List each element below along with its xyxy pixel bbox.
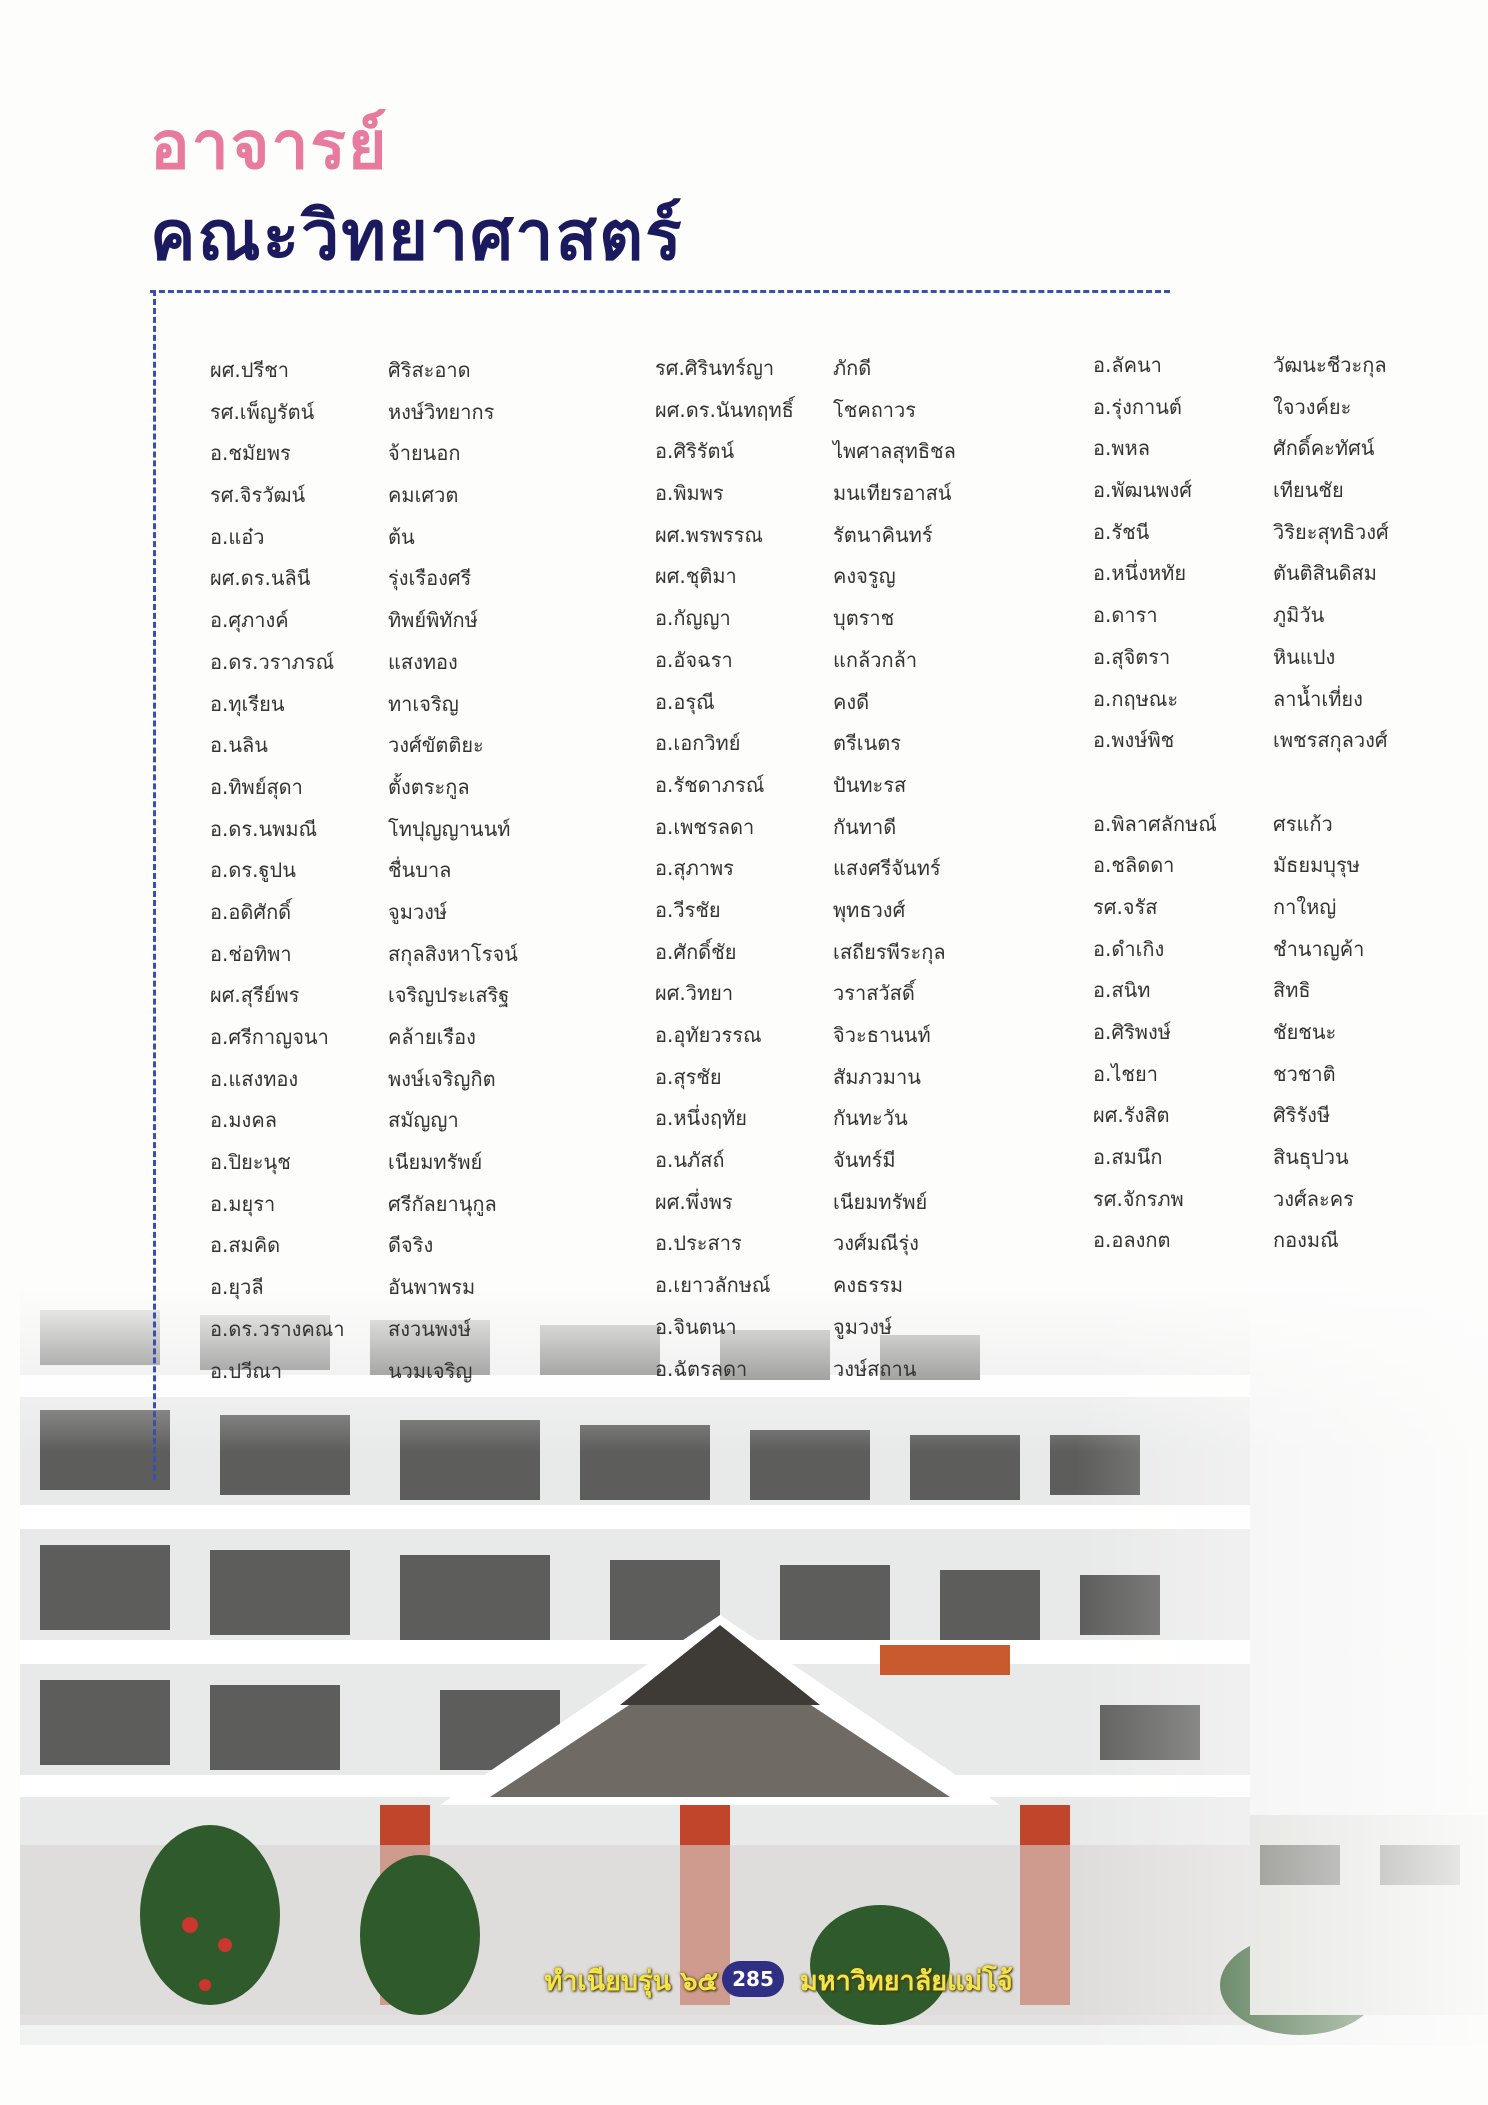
staff-row [210,1059,630,1101]
staff-surname: จิวะธานนท์ [833,1023,931,1047]
staff-surname: สกุลสิงหาโรจน์ [388,941,518,966]
staff-surname: นวมเจริญ [388,1358,473,1383]
staff-title-and-name: ผศ.ปรีชา [210,358,290,382]
staff-surname: วงศ์ขัตติยะ [388,733,484,758]
staff-surname: ภักดี [833,356,872,380]
staff-surname: ศรีกัลยานุกูล [388,1191,497,1216]
staff-title-and-name: อ.ศรีกาญจนา [210,1025,329,1049]
staff-title-and-name: รศ.ศิรินทร์ญา [655,356,775,380]
staff-row [1093,970,1473,1012]
page-footer [0,1955,1488,2011]
staff-row [655,348,1075,390]
staff-title-and-name: อ.หนึ่งฤทัย [655,1106,748,1131]
staff-row [1093,1179,1473,1221]
staff-surname: พุทธวงศ์ [833,897,906,922]
staff-title-and-name: อ.พหล [1093,436,1150,461]
staff-row [655,807,1075,849]
staff-surname: คงจรูญ [833,564,896,589]
staff-row [655,1140,1075,1182]
staff-surname: สินธุปวน [1273,1145,1349,1170]
staff-title-and-name: อ.จินตนา [655,1314,737,1339]
staff-title-and-name: อ.ประสาร [655,1231,742,1256]
staff-surname: คงดี [833,689,870,714]
staff-title-and-name: ผศ.ดร.นันทฤทธิ์ [655,397,794,422]
staff-title-and-name: อ.ฉัตรลดา [655,1356,748,1381]
staff-row [1093,1054,1473,1096]
staff-surname: โชคถาวร [833,397,917,422]
staff-row [655,556,1075,598]
staff-title-and-name: อ.มยุรา [210,1191,276,1216]
staff-row [655,973,1075,1015]
staff-title-and-name: อ.ชลิดดา [1093,853,1175,878]
staff-title-and-name: อ.อรุณี [655,689,715,714]
staff-surname: ภูมิวัน [1273,603,1325,628]
staff-title-and-name: ผศ.พึ่งพร [655,1189,733,1214]
staff-title-and-name: ผศ.รังสิต [1093,1103,1170,1128]
staff-surname: ชวชาติ [1273,1061,1336,1086]
staff-title-and-name: อ.ช่อทิพา [210,941,292,966]
staff-surname: วงษ์สถาน [833,1356,917,1381]
staff-title-and-name: อ.กัญญา [655,606,731,631]
staff-title-and-name: อ.นภัสถ์ [655,1148,725,1173]
staff-title-and-name: อ.พงษ์พิช [1093,728,1175,753]
staff-row [655,682,1075,724]
staff-surname: เทียนชัย [1273,478,1344,503]
staff-title-and-name: อ.ดร.วรางคณา [210,1316,345,1341]
staff-surname: วัฒนะชีวะกุล [1273,353,1387,377]
staff-row [1093,1095,1473,1137]
staff-surname: ตันติสินดิสม [1273,561,1377,586]
staff-surname: มัธยมบุรุษ [1273,853,1360,878]
staff-title-and-name: อ.ดร.วราภรณ์ [210,649,335,674]
staff-surname: ปันทะรส [833,772,907,797]
staff-row [655,890,1075,932]
staff-surname: คงธรรม [833,1273,904,1298]
staff-surname: คมเศวต [388,483,459,508]
staff-row [210,684,630,726]
staff-title-and-name: อ.ทิพย์สุดา [210,774,303,799]
staff-title-and-name: อ.ไชยา [1093,1061,1158,1086]
staff-title-and-name: อ.เพชรลดา [655,814,755,839]
staff-surname: เพชรสกุลวงศ์ [1273,728,1388,753]
staff-surname: หินแปง [1273,644,1336,669]
staff-surname: วงศ์ละคร [1273,1186,1354,1211]
staff-row [210,600,630,642]
staff-list-column-1 [210,350,630,1392]
staff-title-and-name: อ.เอกวิทย์ [655,731,741,756]
staff-row [210,725,630,767]
staff-row [655,765,1075,807]
staff-surname: เจริญประเสริฐ [388,983,510,1008]
staff-title-and-name: อ.ชมัยพร [210,441,291,466]
staff-title-and-name: อ.ดารา [1093,603,1158,628]
staff-row [210,517,630,559]
staff-surname: ศิริรังษี [1273,1103,1331,1128]
staff-surname: ชำนาญค้า [1273,936,1365,961]
staff-surname: กันทาดี [833,814,897,839]
footer-university-name: มหาวิทยาลัยแม่โจ้ [800,1966,1013,1997]
staff-surname: วิริยะสุทธิวงศ์ [1273,519,1389,544]
staff-title-and-name: อ.อลงกต [1093,1228,1171,1253]
staff-row [655,640,1075,682]
staff-surname: วงศ์มณีรุ่ง [833,1231,919,1256]
staff-surname: รัตนาคินทร์ [833,522,933,547]
staff-title-and-name: อ.ศิริรัตน์ [655,439,735,464]
staff-row [1093,762,1473,804]
staff-row [210,1100,630,1142]
staff-row [655,723,1075,765]
staff-row [655,390,1075,432]
staff-row [210,1225,630,1267]
staff-title-and-name: อ.สุจิตรา [1093,644,1171,669]
staff-title-and-name: อ.เยาวลักษณ์ [655,1273,771,1298]
staff-row [210,558,630,600]
staff-surname: ทาเจริญ [388,691,459,716]
staff-title-and-name: อ.ดร.ฐูปน [210,858,296,883]
staff-title-and-name: อ.แสงทอง [210,1066,299,1091]
title-faculty-of-science: คณะวิทยาศาสตร์ [150,197,684,276]
staff-row [1093,345,1473,387]
building-photo [20,1285,1488,2045]
staff-title-and-name: อ.ยุวลี [210,1275,264,1300]
staff-row [210,1351,630,1393]
staff-surname: ศักดิ์คะทัศน์ [1273,436,1375,461]
staff-row [210,892,630,934]
staff-row [210,475,630,517]
staff-row [210,809,630,851]
staff-row [210,1267,630,1309]
staff-row [210,975,630,1017]
staff-title-and-name: รศ.จักรภพ [1093,1186,1184,1211]
staff-title-and-name: อ.สมนึก [1093,1145,1163,1170]
staff-row [1093,887,1473,929]
staff-row [655,1223,1075,1265]
staff-row [655,473,1075,515]
staff-surname: แสงศรีจันทร์ [833,856,941,881]
staff-row [655,932,1075,974]
staff-row [1093,1012,1473,1054]
page-number-badge: 285 [722,1961,784,1997]
staff-surname: สมัญญา [388,1108,459,1133]
staff-title-and-name: อ.ศักดิ์ชัย [655,939,737,964]
staff-row [1093,929,1473,971]
staff-title-and-name: รศ.จิรวัฒน์ [210,483,306,508]
staff-surname: สิทธิ [1273,978,1311,1003]
staff-row [1093,804,1473,846]
staff-title-and-name: ผศ.ดร.นลินี [210,566,311,591]
staff-title-and-name: อ.พัฒนพงศ์ [1093,478,1192,503]
staff-surname: อันพาพรม [388,1275,476,1300]
dashed-border-left [153,290,156,1480]
staff-surname: ต้น [388,524,415,549]
staff-surname: ทิพย์พิทักษ์ [388,608,478,633]
staff-row [210,1142,630,1184]
staff-title-and-name: อ.นลิน [210,733,268,758]
staff-title-and-name: อ.มงคล [210,1108,277,1133]
staff-row [1093,470,1473,512]
staff-surname: พงษ์เจริญกิต [388,1066,496,1091]
staff-row [210,767,630,809]
staff-surname: จูมวงษ์ [833,1314,893,1339]
staff-surname: จูมวงษ์ [388,899,448,924]
staff-surname: ศรแก้ว [1273,811,1333,836]
staff-row [655,1349,1075,1391]
staff-surname: กันทะวัน [833,1106,908,1131]
staff-row [210,850,630,892]
staff-surname: ชื่นบาล [388,858,452,883]
staff-title-and-name: อ.พิมพร [655,481,724,506]
staff-title-and-name: อ.อุทัยวรรณ [655,1023,762,1047]
staff-row [655,1057,1075,1099]
staff-surname: มนเทียรอาสน์ [833,481,952,506]
staff-surname: สัมภวมาน [833,1064,921,1089]
staff-row [1093,637,1473,679]
staff-surname: ใจวงค์ยะ [1273,394,1352,419]
staff-row [210,350,630,392]
staff-surname: เสถียรพีระกุล [833,939,946,964]
staff-title-and-name: ผศ.วิทยา [655,981,734,1006]
staff-surname: ศิริสะอาด [388,358,471,382]
staff-row [1093,720,1473,762]
staff-surname: แสงทอง [388,649,458,674]
staff-title-and-name: อ.สนิท [1093,978,1151,1003]
staff-surname: บุตราช [833,606,895,631]
staff-row [655,431,1075,473]
dashed-border-top [150,290,1170,293]
staff-title-and-name: อ.ลัคนา [1093,353,1162,377]
staff-row [1093,512,1473,554]
staff-surname: โทปุญญานนท์ [388,816,511,841]
staff-title-and-name: ผศ.พรพรรณ [655,522,763,547]
staff-row [655,1182,1075,1224]
staff-title-and-name: อ.รัชดาภรณ์ [655,772,765,797]
staff-title-and-name: อ.วีรชัย [655,897,721,922]
staff-title-and-name: อ.ดร.นพมณี [210,816,318,841]
staff-title-and-name: อ.รุ่งกานต์ [1093,394,1182,419]
staff-row [1093,1220,1473,1262]
footer-yearbook-label: ทำเนียบรุ่น ๖๕ [544,1966,718,1997]
staff-title-and-name: อ.อดิศักดิ์ [210,899,292,924]
staff-surname: คล้ายเรือง [388,1025,476,1049]
staff-title-and-name: อ.สุรชัย [655,1064,722,1089]
staff-row [1093,428,1473,470]
staff-title-and-name: อ.สมคิด [210,1233,281,1258]
staff-row [210,433,630,475]
staff-surname: แกล้วกล้า [833,647,918,672]
staff-row [655,1015,1075,1057]
staff-row [655,848,1075,890]
staff-surname: สงวนพงษ์ [388,1316,472,1341]
staff-surname: ไพศาลสุทธิชล [833,439,956,464]
staff-surname: เนียมทรัพย์ [833,1189,928,1214]
staff-surname: ชัยชนะ [1273,1020,1337,1044]
staff-row [210,642,630,684]
staff-surname: รุ่งเรืองศรี [388,566,472,591]
staff-row [655,598,1075,640]
staff-title-and-name: อ.กฤษณะ [1093,686,1179,711]
staff-row [1093,845,1473,887]
staff-row [210,1309,630,1351]
staff-title-and-name: อ.ศิริพงษ์ [1093,1020,1171,1044]
title-teachers: อาจารย์ [150,107,389,184]
staff-row [1093,387,1473,429]
staff-row [655,1265,1075,1307]
staff-list-column-3 [1093,345,1473,1262]
staff-surname: กองมณี [1273,1228,1339,1253]
staff-title-and-name: ผศ.ชุติมา [655,564,737,589]
staff-title-and-name: อ.หนึ่งหทัย [1093,561,1187,586]
staff-row [1093,595,1473,637]
staff-title-and-name: อ.พิลาศลักษณ์ [1093,811,1217,836]
staff-title-and-name: อ.ศุภางค์ [210,608,289,633]
staff-surname: วราสวัสดิ์ [833,981,915,1006]
staff-title-and-name: อ.ปวีณา [210,1358,283,1383]
staff-surname: จ้ายนอก [388,441,461,466]
staff-title-and-name: อ.อัจฉรา [655,647,733,672]
staff-surname: ตั้งตระกูล [388,774,470,799]
staff-title-and-name: อ.ปิยะนุช [210,1150,291,1175]
staff-list-column-2 [655,348,1075,1390]
staff-row [655,515,1075,557]
staff-surname: ดีจริง [388,1233,434,1258]
staff-row [210,934,630,976]
staff-surname: ตรีเนตร [833,731,901,756]
staff-title-and-name: รศ.เพ็ญรัตน์ [210,399,315,424]
staff-row [210,1184,630,1226]
staff-surname: กาใหญ่ [1273,894,1337,919]
staff-surname: ลาน้ำเที่ยง [1273,686,1363,711]
staff-row [1093,679,1473,721]
staff-surname: หงษ์วิทยากร [388,399,495,424]
staff-title-and-name: อ.รัชนี [1093,519,1150,544]
staff-row [655,1098,1075,1140]
staff-row [1093,1137,1473,1179]
staff-row [210,392,630,434]
staff-title-and-name: อ.แอ๋ว [210,524,265,549]
staff-title-and-name: อ.สุภาพร [655,856,734,881]
staff-title-and-name: ผศ.สุรีย์พร [210,983,300,1008]
staff-row [655,1307,1075,1349]
staff-title-and-name: อ.ทุเรียน [210,691,285,716]
staff-row [1093,553,1473,595]
staff-row [210,1017,630,1059]
staff-title-and-name: รศ.จรัส [1093,894,1158,919]
staff-title-and-name: อ.ดำเกิง [1093,936,1165,961]
staff-surname: เนียมทรัพย์ [388,1150,483,1175]
staff-surname: จันทร์มี [833,1148,896,1173]
